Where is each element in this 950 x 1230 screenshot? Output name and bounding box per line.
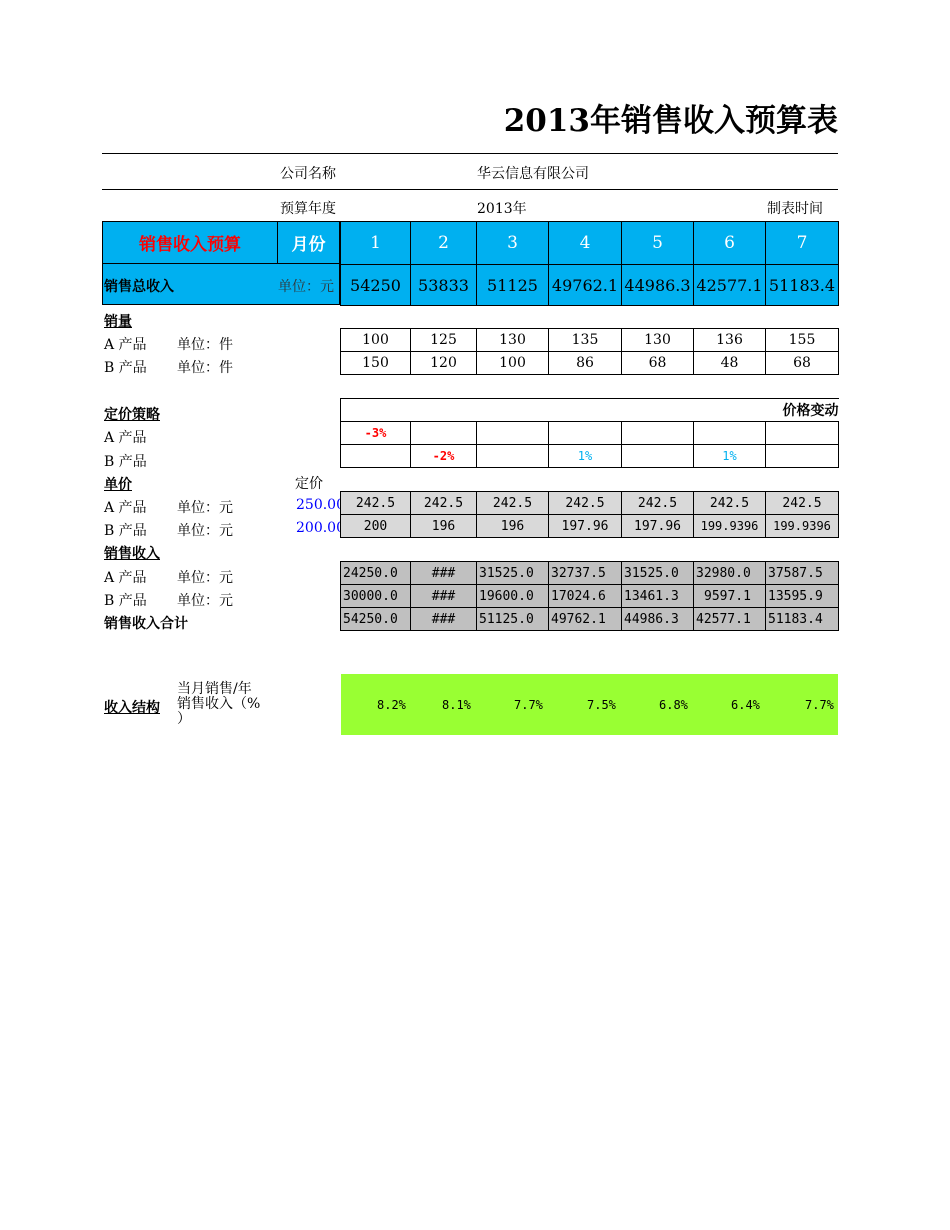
- income-cell: 32737.5: [549, 562, 622, 585]
- unit-price-cell: 199.9396: [766, 515, 839, 538]
- volume-cell: 130: [622, 329, 694, 352]
- company-label: 公司名称: [280, 166, 336, 182]
- volume-cell: 68: [622, 352, 694, 375]
- income-cell: 32980.0: [694, 562, 766, 585]
- unit-label: 单位：件: [177, 360, 233, 376]
- total-income-unit: 单位：元: [278, 279, 334, 295]
- income-cell: 31525.0: [622, 562, 694, 585]
- row-label-b: B 产品: [104, 360, 147, 376]
- unit-price-cell: 242.5: [549, 492, 622, 515]
- row-label-a: A 产品: [104, 430, 147, 446]
- income-cell: 37587.5: [766, 562, 839, 585]
- income-cell: ###: [411, 585, 477, 608]
- divider: [102, 189, 838, 190]
- income-total-cell: 42577.1: [694, 608, 766, 631]
- unit-price-cell: 197.96: [549, 515, 622, 538]
- year-label: 预算年度: [280, 201, 336, 217]
- price-change-cell: [341, 445, 411, 468]
- volume-cell: 120: [411, 352, 477, 375]
- volume-cell: 135: [549, 329, 622, 352]
- price-change-cell: -3%: [341, 422, 411, 445]
- total-income-label: 销售总收入: [104, 279, 174, 295]
- structure-percent: 8.2%: [377, 698, 406, 712]
- structure-percent: 7.7%: [514, 698, 543, 712]
- volume-cell: 68: [766, 352, 839, 375]
- income-total-cell: 49762.1: [549, 608, 622, 631]
- price-change-cell: [477, 445, 549, 468]
- structure-percent: 7.5%: [587, 698, 616, 712]
- unit-price-cell: 197.96: [622, 515, 694, 538]
- unit-price-table: [340, 491, 839, 538]
- section-sales-volume: 销量: [104, 314, 132, 330]
- made-time-label: 制表时间: [767, 201, 823, 217]
- income-cell: 31525.0: [477, 562, 549, 585]
- income-total-cell: 44986.3: [622, 608, 694, 631]
- unit-price-cell: 242.5: [477, 492, 549, 515]
- year-value: 2013年: [477, 201, 527, 217]
- structure-desc-line1: 当月销售/年: [177, 681, 252, 697]
- total-income-cell: 49762.1: [549, 265, 622, 306]
- income-cell: 9597.1: [694, 585, 766, 608]
- unit-price-cell: 199.9396: [694, 515, 766, 538]
- price-change-cell: [549, 422, 622, 445]
- fixed-price-label: 定价: [295, 476, 323, 492]
- structure-percent: 7.7%: [805, 698, 834, 712]
- total-income-cell: 53833: [411, 265, 477, 306]
- volume-cell: 125: [411, 329, 477, 352]
- month-header-row: [340, 221, 839, 265]
- income-cell: ###: [411, 562, 477, 585]
- structure-percent: 6.8%: [659, 698, 688, 712]
- unit-label: 单位：元: [177, 570, 233, 586]
- income-total-cell: 51183.4: [766, 608, 839, 631]
- row-label-a: A 产品: [104, 337, 147, 353]
- row-label-a: A 产品: [104, 500, 147, 516]
- row-label-b: B 产品: [104, 593, 147, 609]
- unit-label: 单位：元: [177, 500, 233, 516]
- month-cell: 6: [694, 222, 766, 265]
- volume-cell: 100: [341, 329, 411, 352]
- month-cell: 7: [766, 222, 839, 265]
- section-income-structure: 收入结构: [104, 700, 160, 716]
- price-change-cell: [766, 445, 839, 468]
- header-budget-title: 销售收入预算: [102, 221, 278, 264]
- price-change-cell: [622, 445, 694, 468]
- income-cell: 19600.0: [477, 585, 549, 608]
- volume-cell: 100: [477, 352, 549, 375]
- total-income-cell: 42577.1: [694, 265, 766, 306]
- income-total-cell: ###: [411, 608, 477, 631]
- header-month-label: 月份: [278, 221, 340, 264]
- volume-cell: 150: [341, 352, 411, 375]
- income-cell: 13595.9: [766, 585, 839, 608]
- divider: [102, 153, 838, 154]
- income-total-cell: 54250.0: [341, 608, 411, 631]
- month-cell: 4: [549, 222, 622, 265]
- unit-price-cell: 196: [411, 515, 477, 538]
- unit-price-cell: 242.5: [341, 492, 411, 515]
- fixed-price-b: 200.00: [296, 520, 345, 536]
- price-change-cell: [477, 422, 549, 445]
- fixed-price-a: 250.00: [296, 497, 345, 513]
- income-cell: 24250.0: [341, 562, 411, 585]
- income-cell: 13461.3: [622, 585, 694, 608]
- sales-income-table: [340, 561, 839, 631]
- unit-price-cell: 242.5: [766, 492, 839, 515]
- price-change-header: 价格变动: [341, 399, 839, 422]
- unit-price-cell: 196: [477, 515, 549, 538]
- income-cell: 17024.6: [549, 585, 622, 608]
- month-cell: 5: [622, 222, 694, 265]
- volume-cell: 130: [477, 329, 549, 352]
- price-change-cell: 1%: [549, 445, 622, 468]
- total-income-cell: 44986.3: [622, 265, 694, 306]
- volume-cell: 136: [694, 329, 766, 352]
- sales-income-total-label: 销售收入合计: [104, 616, 188, 632]
- pricing-table: [340, 398, 839, 468]
- volume-cell: 86: [549, 352, 622, 375]
- price-change-cell: [766, 422, 839, 445]
- unit-label: 单位：件: [177, 337, 233, 353]
- unit-price-cell: 200: [341, 515, 411, 538]
- unit-label: 单位：元: [177, 523, 233, 539]
- price-change-cell: [622, 422, 694, 445]
- price-change-cell: [694, 422, 766, 445]
- total-income-row: [340, 264, 839, 306]
- section-sales-income: 销售收入: [104, 546, 160, 562]
- income-total-cell: 51125.0: [477, 608, 549, 631]
- unit-price-cell: 242.5: [694, 492, 766, 515]
- section-pricing: 定价策略: [104, 407, 160, 423]
- total-income-cell: 51125: [477, 265, 549, 306]
- month-cell: 3: [477, 222, 549, 265]
- structure-percent: 8.1%: [442, 698, 471, 712]
- total-income-cell: 51183.4: [766, 265, 839, 306]
- row-label-b: B 产品: [104, 523, 147, 539]
- volume-cell: 155: [766, 329, 839, 352]
- price-change-cell: 1%: [694, 445, 766, 468]
- structure-desc-line3: ）: [177, 711, 191, 727]
- unit-price-cell: 242.5: [411, 492, 477, 515]
- page-title: 2013年销售收入预算表: [503, 103, 838, 139]
- price-change-cell: [411, 422, 477, 445]
- structure-percent: 6.4%: [731, 698, 760, 712]
- month-cell: 2: [411, 222, 477, 265]
- total-income-cell: 54250: [341, 265, 411, 306]
- month-cell: 1: [341, 222, 411, 265]
- structure-desc-line2: 销售收入（%: [177, 696, 261, 712]
- price-change-cell: -2%: [411, 445, 477, 468]
- row-label-a: A 产品: [104, 570, 147, 586]
- income-cell: 30000.0: [341, 585, 411, 608]
- row-label-b: B 产品: [104, 454, 147, 470]
- volume-cell: 48: [694, 352, 766, 375]
- sales-volume-table: [340, 328, 839, 375]
- section-unit-price: 单价: [104, 477, 132, 493]
- unit-price-cell: 242.5: [622, 492, 694, 515]
- company-name: 华云信息有限公司: [477, 166, 589, 182]
- unit-label: 单位：元: [177, 593, 233, 609]
